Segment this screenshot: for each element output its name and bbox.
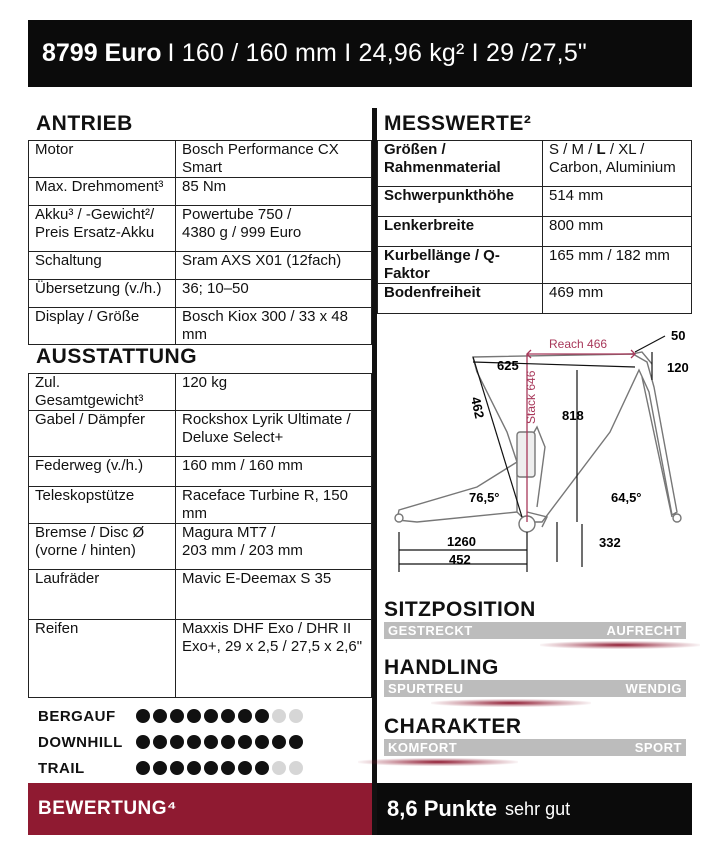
head-height-label: 120: [667, 360, 689, 375]
rating-dots: [136, 761, 303, 775]
spec-row: [29, 206, 372, 252]
rating-dot-filled: [238, 709, 252, 723]
ausstattung-table: [28, 373, 372, 698]
slider-title: HANDLING: [384, 656, 499, 679]
slider-title: SITZPOSITION: [384, 598, 536, 621]
rating-dot-filled: [170, 761, 184, 775]
slider-right-label: SPORT: [634, 740, 682, 755]
antrieb-title: ANTRIEB: [36, 112, 133, 135]
antrieb-table: [28, 140, 372, 345]
spec-row: [29, 141, 372, 178]
sizes-post: / XL /: [605, 141, 645, 158]
rating-dot-filled: [187, 761, 201, 775]
slider-right-label: AUFRECHT: [606, 623, 682, 638]
frame-drawing: [395, 352, 681, 532]
spec-row: [29, 570, 372, 620]
seat-angle-label: 76,5°: [469, 490, 500, 505]
slider-title: CHARAKTER: [384, 715, 522, 738]
geometry-diagram: [377, 312, 692, 582]
head-angle-label: 64,5°: [611, 490, 642, 505]
spec-row: [29, 374, 372, 411]
slider-bar: [384, 739, 686, 756]
rating-dot-empty: [289, 709, 303, 723]
messwerte-table: [377, 140, 692, 314]
spec-key: Lenkerbreite: [378, 217, 543, 247]
spec-key: Zul. Gesamtgewicht³: [29, 374, 176, 411]
rating-dot-filled: [255, 709, 269, 723]
spec-value: Magura MT7 / 203 mm / 203 mm: [176, 524, 372, 570]
size-active: L: [596, 141, 606, 158]
price-header: [28, 20, 692, 87]
rating-dot-filled: [136, 761, 150, 775]
rating-dot-filled: [153, 735, 167, 749]
rating-dots: [136, 709, 303, 723]
rating-label: DOWNHILL: [38, 734, 123, 751]
spec-value: [543, 141, 692, 187]
bewertung-label: BEWERTUNG⁴: [38, 798, 177, 819]
rating-dot-filled: [272, 735, 286, 749]
slider-left-label: GESTRECKT: [388, 623, 473, 638]
spec-row: [29, 524, 372, 570]
spec-key: Größen / Rahmenmaterial: [378, 141, 543, 187]
spec-value: Bosch Performance CX Smart: [176, 141, 372, 178]
spec-key: Max. Drehmoment³: [29, 178, 176, 206]
slider-marker: [540, 641, 700, 649]
top-tube-label: 625: [497, 358, 519, 373]
rating-dot-filled: [136, 735, 150, 749]
rating-dot-filled: [221, 735, 235, 749]
spec-key: Akku³ / -Gewicht²/ Preis Ersatz-Akku: [29, 206, 176, 252]
score-points: 8,6 Punkte: [387, 796, 498, 821]
spec-row: [378, 247, 692, 284]
spec-row: [378, 141, 692, 187]
spec-value: Powertube 750 / 4380 g / 999 Euro: [176, 206, 372, 252]
spec-key: Gabel / Dämpfer: [29, 411, 176, 457]
spec-row: [29, 252, 372, 280]
spec-key: Motor: [29, 141, 176, 178]
spec-value: 800 mm: [543, 217, 692, 247]
stack-label: Stack 646: [524, 370, 538, 424]
spec-key: Schaltung: [29, 252, 176, 280]
spec-value: Rockshox Lyrik Ultimate / Deluxe Select+: [176, 411, 372, 457]
rating-dot-filled: [255, 735, 269, 749]
slider-bar: [384, 622, 686, 639]
rating-dot-filled: [153, 709, 167, 723]
spec-value: Raceface Turbine R, 150 mm: [176, 487, 372, 524]
slider-right-label: WENDIG: [625, 681, 682, 696]
score-verdict: sehr gut: [505, 798, 571, 819]
stem-label: 50: [671, 328, 686, 343]
spec-key: Bremse / Disc Ø (vorne / hinten): [29, 524, 176, 570]
rating-dot-filled: [238, 761, 252, 775]
spec-row: [29, 457, 372, 487]
spec-value: 165 mm / 182 mm: [543, 247, 692, 284]
chainstay-label: 452: [449, 552, 471, 567]
bb-height-label: 818: [562, 408, 584, 423]
spec-row: [378, 284, 692, 314]
spec-row: [29, 280, 372, 308]
rating-dot-filled: [221, 709, 235, 723]
spec-value: 514 mm: [543, 187, 692, 217]
spec-key: Laufräder: [29, 570, 176, 620]
spec-value: Sram AXS X01 (12fach): [176, 252, 372, 280]
bewertung-bar: [28, 783, 372, 835]
slider-left-label: SPURTREU: [388, 681, 464, 696]
spec-row: [29, 487, 372, 524]
spec-key: Übersetzung (v./h.): [29, 280, 176, 308]
rating-dot-filled: [153, 761, 167, 775]
wheelbase-label: 1260: [447, 534, 476, 549]
spec-key: Teleskopstütze: [29, 487, 176, 524]
spec-value: 160 mm / 160 mm: [176, 457, 372, 487]
slider-marker: [431, 699, 591, 707]
slider-marker: [358, 758, 518, 766]
spec-value: Mavic E-Deemax S 35: [176, 570, 372, 620]
rating-dot-filled: [255, 761, 269, 775]
spec-value: 120 kg: [176, 374, 372, 411]
rating-dot-filled: [187, 709, 201, 723]
sizes-pre: S / M /: [549, 141, 597, 158]
rating-dots: [136, 735, 303, 749]
spec-value: 469 mm: [543, 284, 692, 314]
score-bar: [377, 783, 692, 835]
rating-dot-filled: [170, 735, 184, 749]
rating-dot-filled: [136, 709, 150, 723]
rating-dot-filled: [187, 735, 201, 749]
spec-key: Bodenfreiheit: [378, 284, 543, 314]
slider-bar: [384, 680, 686, 697]
spec-value: 85 Nm: [176, 178, 372, 206]
slider-left-label: KOMFORT: [388, 740, 458, 755]
spec-row: [29, 411, 372, 457]
spec-key: Kurbellänge / Q-Faktor: [378, 247, 543, 284]
rating-dot-filled: [238, 735, 252, 749]
spec-row: [29, 308, 372, 345]
spec-key: Display / Größe: [29, 308, 176, 345]
rating-dot-filled: [204, 709, 218, 723]
header-specs: I 160 / 160 mm I 24,96 kg² I 29 /27,5": [167, 39, 588, 67]
reach-label: Reach 466: [549, 337, 608, 351]
size-list: [549, 141, 685, 159]
spec-row: [29, 620, 372, 698]
seat-tube-label: 462: [468, 395, 488, 420]
rating-dot-filled: [221, 761, 235, 775]
rating-dot-filled: [204, 761, 218, 775]
spec-key: Federweg (v./h.): [29, 457, 176, 487]
spec-value: Bosch Kiox 300 / 33 x 48 mm: [176, 308, 372, 345]
rating-label: TRAIL: [38, 760, 85, 777]
spec-value: 36; 10–50: [176, 280, 372, 308]
rating-dot-empty: [289, 761, 303, 775]
spec-value: Maxxis DHF Exo / DHR II Exo+, 29 x 2,5 / 27,5 x 2,6": [176, 620, 372, 698]
spec-row: [29, 178, 372, 206]
bb-drop-label: 332: [599, 535, 621, 550]
frame-material: Carbon, Aluminium: [549, 159, 676, 176]
spec-row: [378, 187, 692, 217]
messwerte-title: MESSWERTE²: [384, 112, 532, 135]
ausstattung-title: AUSSTATTUNG: [36, 345, 198, 368]
spec-key: Schwerpunkthöhe: [378, 187, 543, 217]
rating-dot-empty: [272, 709, 286, 723]
price: 8799 Euro: [42, 39, 162, 67]
rating-dot-filled: [204, 735, 218, 749]
rating-dot-filled: [289, 735, 303, 749]
rating-dot-empty: [272, 761, 286, 775]
rating-label: BERGAUF: [38, 708, 116, 725]
rating-dot-filled: [170, 709, 184, 723]
spec-key: Reifen: [29, 620, 176, 698]
spec-row: [378, 217, 692, 247]
